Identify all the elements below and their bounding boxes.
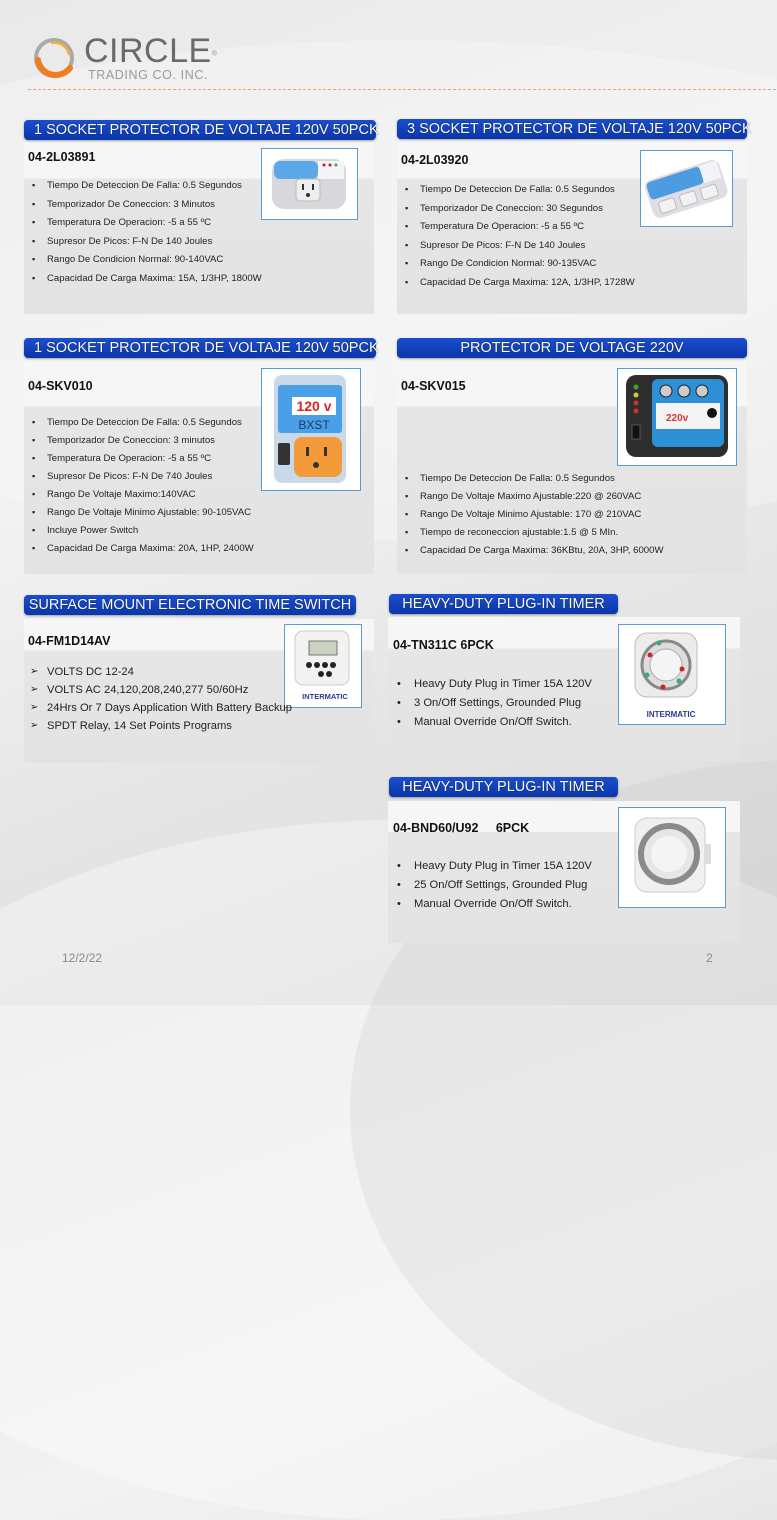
- svg-text:220v: 220v: [666, 413, 689, 424]
- svg-text:120 v: 120 v: [296, 398, 332, 414]
- spec-item: ▪ Rango De Voltaje Minimo Ajustable: 170 @ 210VAC: [401, 509, 664, 520]
- spec-item: ▪ Rango De Voltaje Maximo Ajustable:220 @ 260VAC: [401, 491, 664, 502]
- logo-subtitle: TRADING CO. INC.: [88, 68, 209, 83]
- company-logo: [32, 34, 217, 82]
- digital-timer-icon: [285, 625, 360, 706]
- spec-item: ▪ Rango De Condicion Normal: 90-135VAC: [401, 258, 635, 269]
- product-image: [261, 148, 358, 220]
- spec-item: • 3 On/Off Settings, Grounded Plug: [393, 697, 592, 709]
- product-code: 04-2L03891: [28, 150, 96, 164]
- spec-list: [28, 417, 254, 554]
- spec-list: [28, 180, 262, 284]
- spec-item: ▪ Temporizador De Coneccion: 3 Minutos: [28, 199, 262, 210]
- product-code: 04-BND60/U92 6PCK: [393, 821, 530, 835]
- product-image: [284, 624, 362, 708]
- product-image: [618, 807, 726, 908]
- plug-in-timer-icon: [619, 625, 724, 723]
- three-socket-protector-icon: [641, 151, 731, 225]
- circle-logo-icon: [32, 34, 80, 82]
- spec-item: ➢ VOLTS AC 24,120,208,240,277 50/60Hz: [28, 684, 292, 696]
- spec-item: • Manual Override On/Off Switch.: [393, 898, 592, 910]
- spec-item: ▪ Supresor De Picos: F-N De 740 Joules: [28, 471, 254, 482]
- spec-item: ▪ Supresor De Picos: F-N De 140 Joules: [28, 236, 262, 247]
- product-code: 04-TN311C 6PCK: [393, 638, 494, 652]
- product-image: [261, 368, 361, 491]
- spec-item: • Heavy Duty Plug in Timer 15A 120V: [393, 678, 592, 690]
- spec-item: ▪ Capacidad De Carga Maxima: 12A, 1/3HP, 1728W: [401, 277, 635, 288]
- spec-item: ▪ Rango De Voltaje Maximo:140VAC: [28, 489, 254, 500]
- trademark: ®: [211, 50, 217, 58]
- spec-list: [393, 678, 592, 728]
- spec-item: ▪ Tiempo De Deteccion De Falla: 0.5 Segundos: [401, 184, 635, 195]
- product-image: [617, 368, 737, 466]
- spec-item: ▪ Supresor De Picos: F-N De 140 Joules: [401, 240, 635, 251]
- svg-text:INTERMATIC: INTERMATIC: [646, 710, 696, 719]
- spec-list: [401, 473, 664, 556]
- footer-date: 12/2/22: [62, 951, 103, 965]
- product-code: 04-2L03920: [401, 153, 469, 167]
- product-image: [640, 150, 733, 227]
- spec-item: • Heavy Duty Plug in Timer 15A 120V: [393, 860, 592, 872]
- spec-item: ▪ Capacidad De Carga Maxima: 36KBtu, 20A, 3HP, 6000W: [401, 545, 664, 556]
- header-divider: [28, 89, 776, 90]
- spec-item: ▪ Tiempo De Deteccion De Falla: 0.5 Segundos: [28, 180, 262, 191]
- svg-text:INTERMATIC: INTERMATIC: [302, 692, 348, 701]
- product-code: 04-SKV015: [401, 379, 466, 393]
- spec-item: • 25 On/Off Settings, Grounded Plug: [393, 879, 592, 891]
- spec-list: [28, 666, 292, 732]
- spec-item: ▪ Temporizador De Coneccion: 3 minutos: [28, 435, 254, 446]
- logo-name: CIRCLE: [84, 32, 212, 71]
- product-title-bar: 1 SOCKET PROTECTOR DE VOLTAJE 120V 50PCK: [24, 338, 376, 358]
- mechanical-timer-icon: [619, 808, 724, 906]
- voltage-protector-icon: [262, 149, 356, 218]
- product-image: [618, 624, 726, 725]
- 220v-protector-icon: [618, 369, 735, 464]
- product-code: 04-FM1D14AV: [28, 634, 111, 648]
- product-title-bar: HEAVY-DUTY PLUG-IN TIMER: [389, 777, 618, 797]
- product-title-bar: 1 SOCKET PROTECTOR DE VOLTAJE 120V 50PCK: [24, 120, 376, 140]
- spec-item: ▪ Capacidad De Carga Maxima: 20A, 1HP, 2400W: [28, 543, 254, 554]
- spec-item: ➢ 24Hrs Or 7 Days Application With Battery Backup: [28, 702, 292, 714]
- spec-item: ▪ Temperatura De Operacion: -5 a 55 ºC: [28, 217, 262, 228]
- svg-text:BXST: BXST: [298, 418, 330, 432]
- spec-item: ▪ Tiempo de reconeccion ajustable:1.5 @ 5 MIn.: [401, 527, 664, 538]
- spec-item: ▪ Tiempo De Deteccion De Falla: 0.5 Segundos: [401, 473, 664, 484]
- page-number: 2: [706, 951, 713, 965]
- spec-item: ➢ VOLTS DC 12-24: [28, 666, 292, 678]
- product-title-bar: SURFACE MOUNT ELECTRONIC TIME SWITCH: [24, 595, 356, 615]
- spec-item: ▪ Temperatura De Operacion: -5 a 55 ºC: [28, 453, 254, 464]
- product-title-bar: HEAVY-DUTY PLUG-IN TIMER: [389, 594, 618, 614]
- spec-item: ▪ Rango De Voltaje Minimo Ajustable: 90-105VAC: [28, 507, 254, 518]
- spec-item: • Manual Override On/Off Switch.: [393, 716, 592, 728]
- spec-item: ▪ Temperatura De Operacion: -5 a 55 ºC: [401, 221, 635, 232]
- spec-item: ▪ Tiempo De Deteccion De Falla: 0.5 Segundos: [28, 417, 254, 428]
- spec-item: ▪ Temporizador De Coneccion: 30 Segundos: [401, 203, 635, 214]
- spec-list: [393, 860, 592, 910]
- bxst-protector-icon: [262, 369, 359, 489]
- product-title-bar: 3 SOCKET PROTECTOR DE VOLTAJE 120V 50PCK: [397, 119, 747, 139]
- product-code: 04-SKV010: [28, 379, 93, 393]
- spec-item: ▪ Capacidad De Carga Maxima: 15A, 1/3HP, 1800W: [28, 273, 262, 284]
- spec-item: ▪ Rango De Condicion Normal: 90-140VAC: [28, 254, 262, 265]
- product-title-bar: PROTECTOR DE VOLTAGE 220V: [397, 338, 747, 358]
- spec-item: ▪ Incluye Power Switch: [28, 525, 254, 536]
- spec-item: ➢ SPDT Relay, 14 Set Points Programs: [28, 720, 292, 732]
- spec-list: [401, 184, 635, 288]
